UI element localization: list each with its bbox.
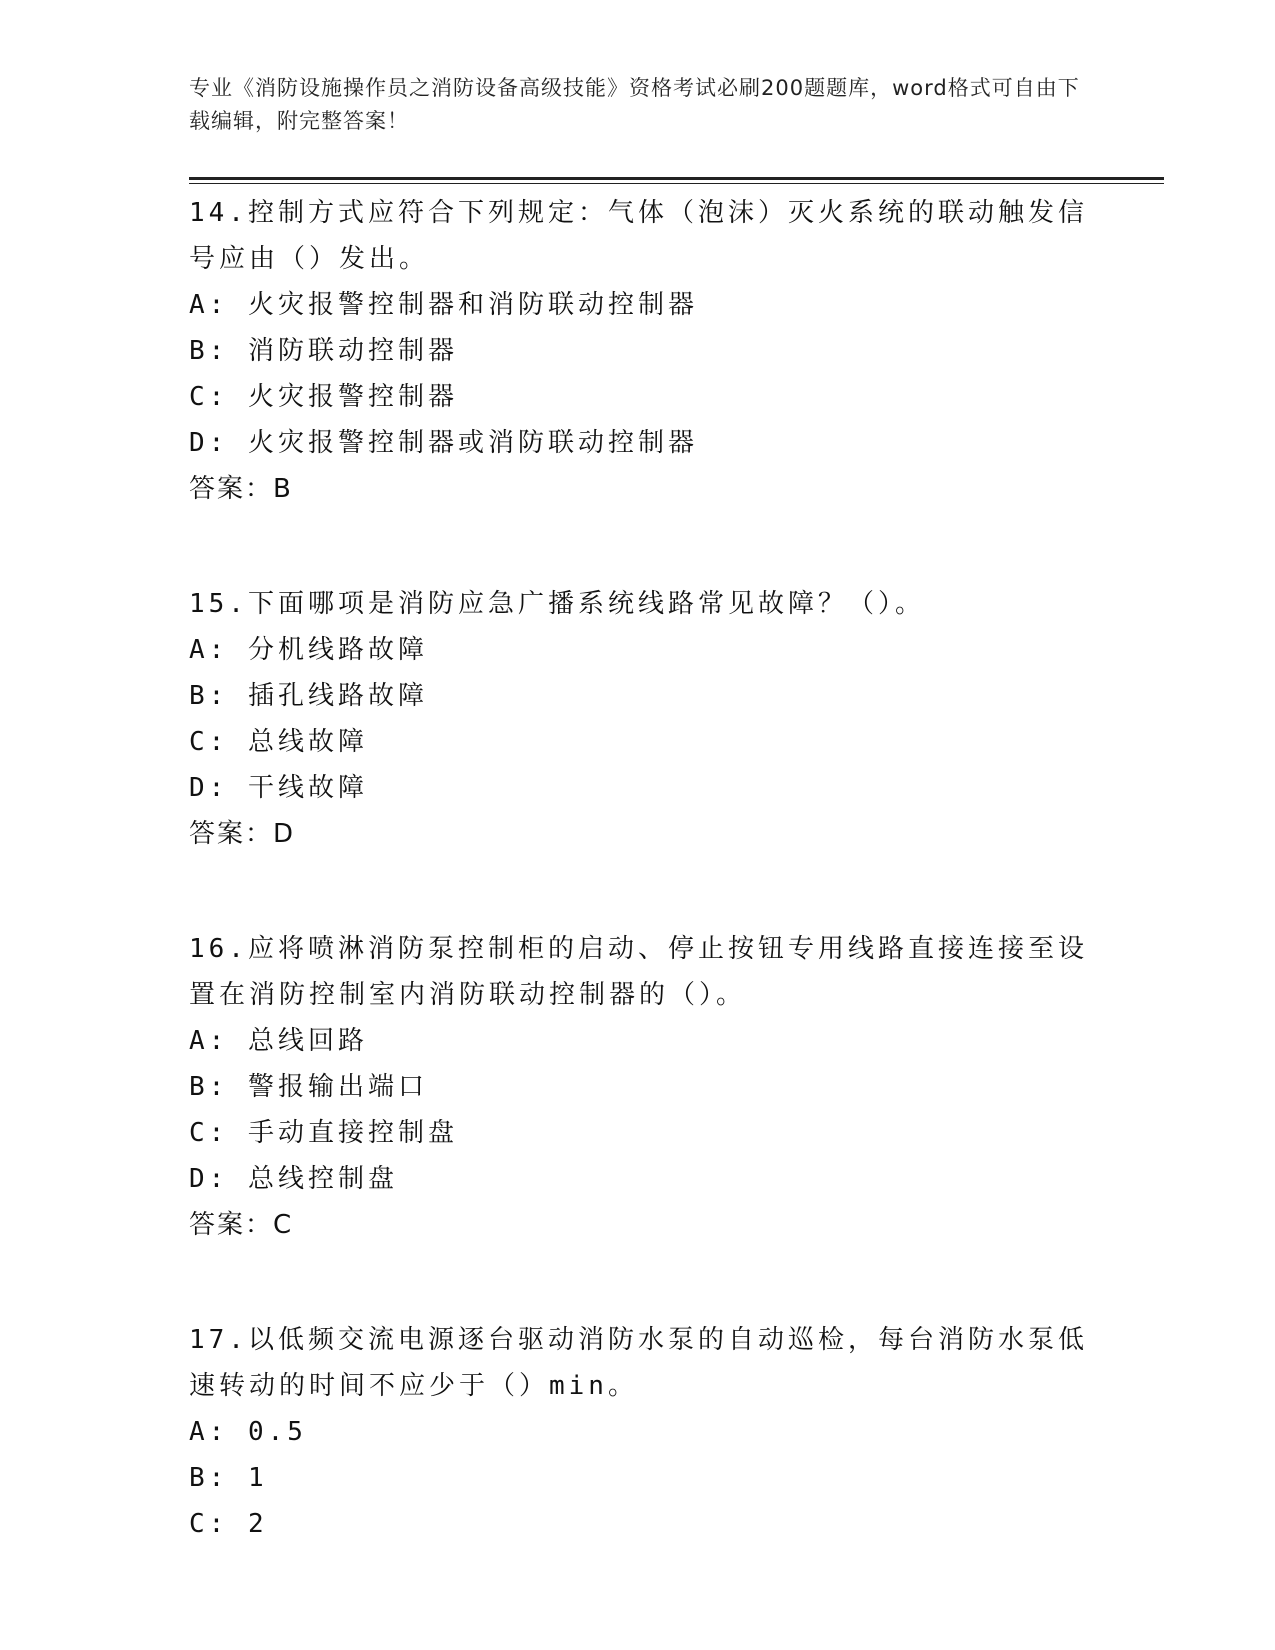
option-c: C: 手动直接控制盘 (189, 1118, 458, 1148)
question-15 (189, 581, 1089, 857)
option-a: A: 火灾报警控制器和消防联动控制器 (189, 290, 698, 320)
answer-line: 答案：C (189, 1210, 294, 1240)
question-17 (189, 1317, 1089, 1547)
question-16 (189, 926, 1089, 1248)
option-a: A: 总线回路 (189, 1026, 368, 1056)
question-gap (189, 512, 1089, 581)
document-header (189, 72, 1089, 138)
question-text: 14.控制方式应符合下列规定：气体（泡沫）灭火系统的联动触发信号应由（）发出。 (189, 198, 1088, 274)
header-divider-thin (189, 183, 1164, 184)
question-text: 17.以低频交流电源逐台驱动消防水泵的自动巡检，每台消防水泵低速转动的时间不应少于（）min。 (189, 1325, 1088, 1401)
question-14 (189, 190, 1089, 512)
question-gap (189, 1248, 1089, 1317)
option-b: B: 警报输出端口 (189, 1072, 428, 1102)
header-title: 专业《消防设施操作员之消防设备高级技能》资格考试必刷200题题库，word格式可自由下载编辑，附完整答案！ (189, 76, 1080, 133)
question-list (189, 190, 1089, 1547)
answer-line: 答案：B (189, 474, 293, 504)
option-a: A: 分机线路故障 (189, 635, 428, 665)
option-b: B: 消防联动控制器 (189, 336, 458, 366)
option-a: A: 0.5 (189, 1417, 307, 1447)
option-c: C: 2 (189, 1509, 268, 1539)
option-d: D: 火灾报警控制器或消防联动控制器 (189, 428, 698, 458)
option-b: B: 1 (189, 1463, 268, 1493)
option-d: D: 总线控制盘 (189, 1164, 398, 1194)
question-text: 16.应将喷淋消防泵控制柜的启动、停止按钮专用线路直接连接至设置在消防控制室内消防联动控制器的（）。 (189, 934, 1088, 1010)
option-c: C: 火灾报警控制器 (189, 382, 458, 412)
question-gap (189, 857, 1089, 926)
option-b: B: 插孔线路故障 (189, 681, 428, 711)
question-text: 15.下面哪项是消防应急广播系统线路常见故障？（）。 (189, 589, 925, 619)
header-divider-thick (189, 177, 1164, 180)
option-c: C: 总线故障 (189, 727, 368, 757)
answer-line: 答案：D (189, 819, 296, 849)
option-d: D: 干线故障 (189, 773, 368, 803)
